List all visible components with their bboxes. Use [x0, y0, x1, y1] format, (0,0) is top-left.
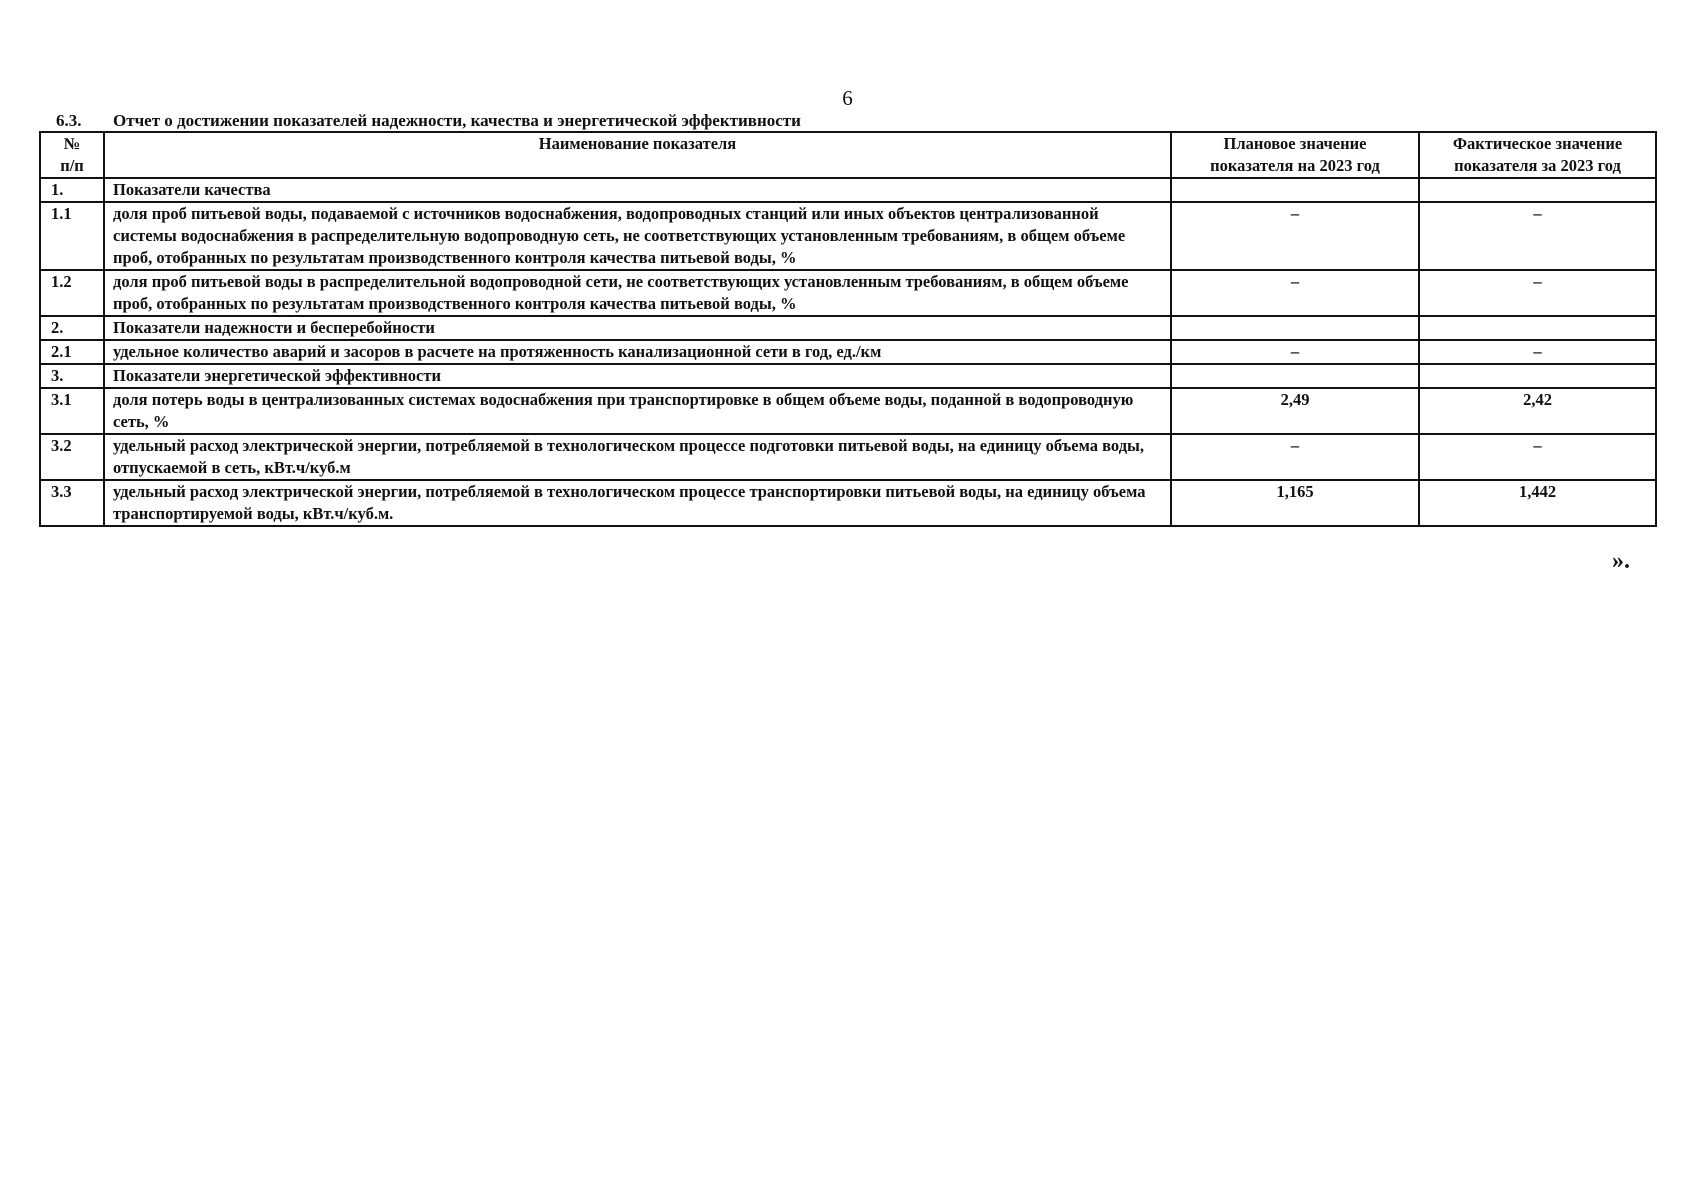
- row-planned: [1171, 364, 1419, 388]
- table-row: [40, 316, 1656, 340]
- row-planned: [1171, 178, 1419, 202]
- row-planned: –: [1171, 270, 1419, 316]
- row-planned: 1,165: [1171, 480, 1419, 526]
- row-number: 2.: [40, 316, 104, 340]
- header-name: Наименование показателя: [104, 132, 1171, 178]
- row-name: удельный расход электрической энергии, потребляемой в технологическом процессе подготовки питьевой воды, на единицу объема воды, отпускаемой в сеть, кВт.ч/куб.м: [104, 434, 1171, 480]
- table-row: [40, 388, 1656, 434]
- header-number: [40, 132, 104, 178]
- row-planned: [1171, 316, 1419, 340]
- header-planned-line2: показателя на 2023 год: [1210, 156, 1380, 175]
- table-row: [40, 178, 1656, 202]
- table-row: [40, 270, 1656, 316]
- table-header-row: [40, 132, 1656, 178]
- header-number-line1: №: [63, 134, 81, 153]
- row-number: 1.2: [40, 270, 104, 316]
- row-name: Показатели качества: [104, 178, 1171, 202]
- header-planned-line1: Плановое значение: [1223, 134, 1367, 153]
- row-actual: 2,42: [1419, 388, 1656, 434]
- row-number: 3.3: [40, 480, 104, 526]
- closing-quote-mark: ».: [1612, 548, 1630, 574]
- table-row: [40, 364, 1656, 388]
- table-row: [40, 202, 1656, 270]
- header-actual-line1: Фактическое значение: [1452, 134, 1623, 153]
- row-planned: 2,49: [1171, 388, 1419, 434]
- indicators-table: [39, 131, 1657, 527]
- row-actual: –: [1419, 434, 1656, 480]
- row-name: доля проб питьевой воды в распределительной водопроводной сети, не соответствующих установленным требованиям, в общем объеме проб, отобранных по результатам производственного контроля качества питьевой воды, %: [104, 270, 1171, 316]
- row-name: Показатели надежности и бесперебойности: [104, 316, 1171, 340]
- row-number: 2.1: [40, 340, 104, 364]
- row-actual: [1419, 178, 1656, 202]
- row-actual: –: [1419, 270, 1656, 316]
- row-actual: 1,442: [1419, 480, 1656, 526]
- row-planned: –: [1171, 202, 1419, 270]
- header-number-line2: п/п: [60, 156, 84, 175]
- row-name: удельное количество аварий и засоров в расчете на протяженность канализационной сети в год, ед./км: [104, 340, 1171, 364]
- section-number: 6.3.: [56, 111, 82, 130]
- row-number: 1.1: [40, 202, 104, 270]
- row-planned: –: [1171, 340, 1419, 364]
- table-row: [40, 480, 1656, 526]
- header-actual: [1419, 132, 1656, 178]
- table-row: [40, 340, 1656, 364]
- row-name: доля потерь воды в централизованных системах водоснабжения при транспортировке в общем объеме воды, поданной в водопроводную сеть, %: [104, 388, 1171, 434]
- row-actual: –: [1419, 340, 1656, 364]
- row-number: 3.1: [40, 388, 104, 434]
- section-heading: [56, 111, 801, 131]
- header-actual-line2: показателя за 2023 год: [1454, 156, 1621, 175]
- row-planned: –: [1171, 434, 1419, 480]
- table-row: [40, 434, 1656, 480]
- row-name: Показатели энергетической эффективности: [104, 364, 1171, 388]
- row-actual: –: [1419, 202, 1656, 270]
- row-actual: [1419, 364, 1656, 388]
- row-name: удельный расход электрической энергии, потребляемой в технологическом процессе транспортировки питьевой воды, на единицу объема транспортируемой воды, кВт.ч/куб.м.: [104, 480, 1171, 526]
- row-number: 3.2: [40, 434, 104, 480]
- row-number: 1.: [40, 178, 104, 202]
- header-planned: [1171, 132, 1419, 178]
- row-actual: [1419, 316, 1656, 340]
- row-number: 3.: [40, 364, 104, 388]
- row-name: доля проб питьевой воды, подаваемой с источников водоснабжения, водопроводных станций или иных объектов централизованной системы водоснабжения в распределительную водопроводную сеть, не соответствующих установленным требованиям, в общем объеме проб, отобранных по результатам производственного контроля качества питьевой воды, %: [104, 202, 1171, 270]
- page-number: 6: [842, 86, 853, 110]
- section-title: Отчет о достижении показателей надежности, качества и энергетической эффективности: [113, 111, 801, 130]
